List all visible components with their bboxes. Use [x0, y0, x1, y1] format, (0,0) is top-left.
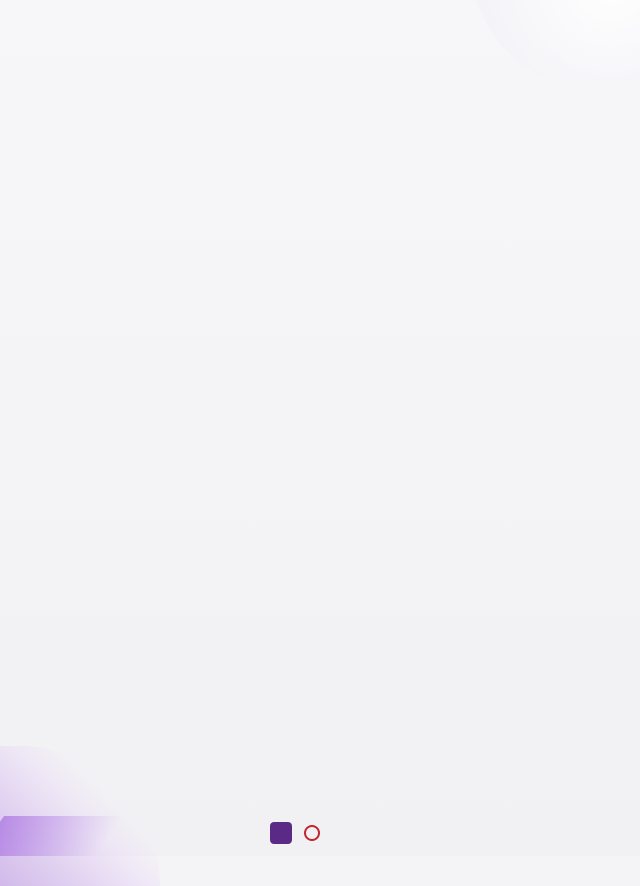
efa-logo: [304, 822, 358, 844]
football-icon: [304, 825, 320, 841]
document-body: [40, 12, 580, 54]
epl-logo: [270, 822, 292, 844]
footer-logos: [270, 818, 390, 848]
